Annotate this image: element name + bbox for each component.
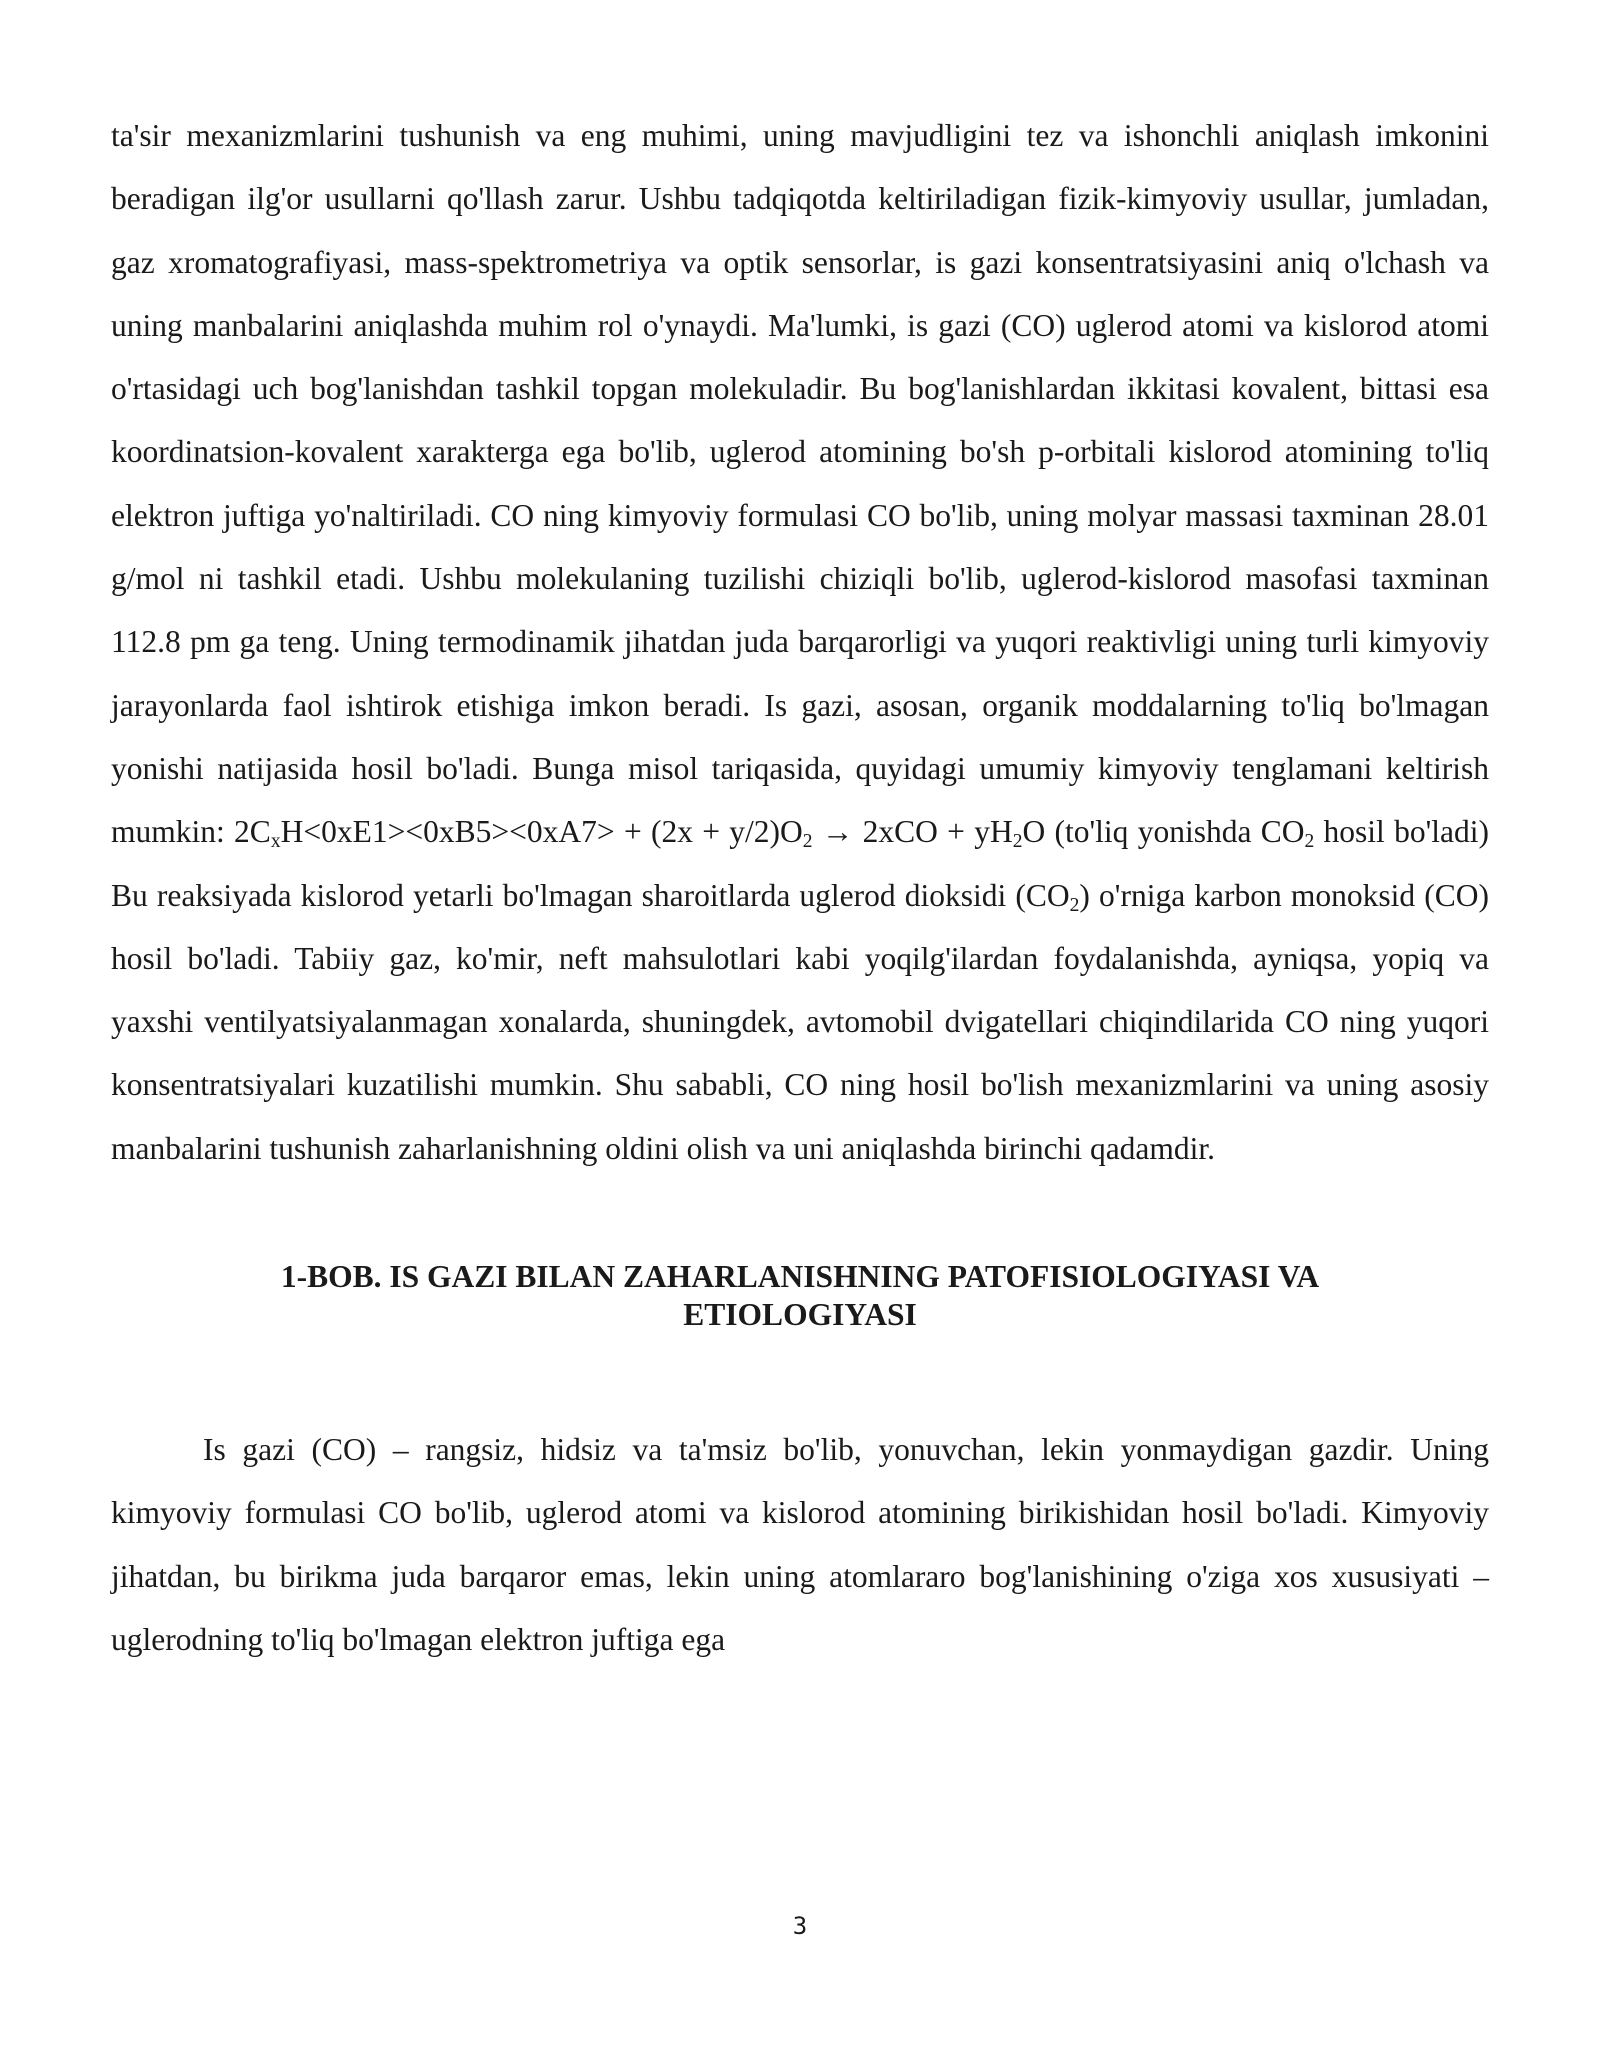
equation-subscript: 2 [1304,831,1315,853]
co2-subscript: 2 [1069,894,1080,916]
body-paragraph-2: Is gazi (CO) – rangsiz, hidsiz va ta'msiz bo'lib, yonuvchan, lekin yonmaydigan gazdir. Uning kimyoviy formulasi CO bo'lib, uglerod atomi va kislorod atomining birikishidan hosil bo'ladi. Kimyoviy jihatdan, bu birikma juda barqaror emas, lekin uning atomlararo bog'lanishining o'ziga xos xususiyati – uglerodning to'liq bo'lmagan elektron juftiga ega [111,1432,1489,1657]
equation-part: 2C [234,814,271,850]
document-page [111,104,1489,1671]
body-paragraph-1 [111,104,1489,1180]
equation-subscript: 2 [802,831,813,853]
section-gap [111,1334,1489,1418]
paragraph-1-text-b: hosil bo'ladi) Bu reaksiyada kislorod yetarli bo'lmagan sharoitlarda uglerod dioksidi (CO [111,814,1489,913]
equation-part: → 2xCO + yH [812,814,1013,850]
equation-part: H<0xE1><0xB5><0xA7> + (2x + y/2)O [280,814,803,850]
paragraph-1-text-a: ta'sir mexanizmlarini tushunish va eng muhimi, uning mavjudligini tez va ishonchli aniqlash imkonini beradigan ilg'or usullarni qo'llash zarur. Ushbu tadqiqotda keltiriladigan fizik-kimyoviy usullar, jumladan, gaz xromatografiyasi, mass-spektrometriya va optik sensorlar, is gazi konsentratsiyasini aniq o'lchash va uning manbalarini aniqlashda muhim rol o'ynaydi. Ma'lumki, is gazi (CO) uglerod atomi va kislorod atomi o'rtasidagi uch bog'lanishdan tashkil topgan molekuladir. Bu bog'lanishlardan ikkitasi kovalent, bittasi esa koordinatsion-kovalent xarakterga ega bo'lib, uglerod atomining bo'sh p-orbitali kislorod atomining to'liq elektron juftiga yo'naltiriladi. CO ning kimyoviy formulasi CO bo'lib, uning molyar massasi taxminan 28.01 g/mol ni tashkil etadi. Ushbu molekulaning tuzilishi chiziqli bo'lib, uglerod-kislorod masofasi taxminan 112.8 pm ga teng. Uning termodinamik jihatdan juda barqarorligi va yuqori reaktivligi uning turli kimyoviy jarayonlarda faol ishtirok etishiga imkon beradi. Is gazi, asosan, organik moddalarning to'liq bo'lmagan yonishi natijasida hosil bo'ladi. Bunga misol tariqasida, quyidagi umumiy kimyoviy tenglamani keltirish mumkin: [111,118,1489,850]
equation-part: O (to'liq yonishda CO [1022,814,1305,850]
equation-subscript: 2 [1012,831,1023,853]
section-gap [111,1180,1489,1258]
chemical-equation [234,814,1315,853]
chapter-heading [111,1258,1489,1334]
chapter-heading-line-2: ETIOLOGIYASI [683,1297,917,1333]
chapter-heading-line-1: 1-BOB. IS GAZI BILAN ZAHARLANISHNING PATOFISIOLOGIYASI VA [280,1259,1320,1295]
paragraph-1-text-c: ) o'rniga karbon monoksid (CO) hosil bo'ladi. Tabiiy gaz, ko'mir, neft mahsulotlari kabi yoqilg'ilardan foydalanishda, ayniqsa, yopiq va yaxshi ventilyatsiyalanmagan xonalarda, shuningdek, avtomobil dvigatellari chiqindilarida CO ning yuqori konsentratsiyalari kuzatilishi mumkin. Shu sababli, CO ning hosil bo'lish mexanizmlarini va uning asosiy manbalarini tushunish zaharlanishning oldini olish va uni aniqlashda birinchi qadamdir. [111,877,1489,1166]
page-number: 3 [792,1912,808,1940]
equation-subscript: x [270,831,281,853]
